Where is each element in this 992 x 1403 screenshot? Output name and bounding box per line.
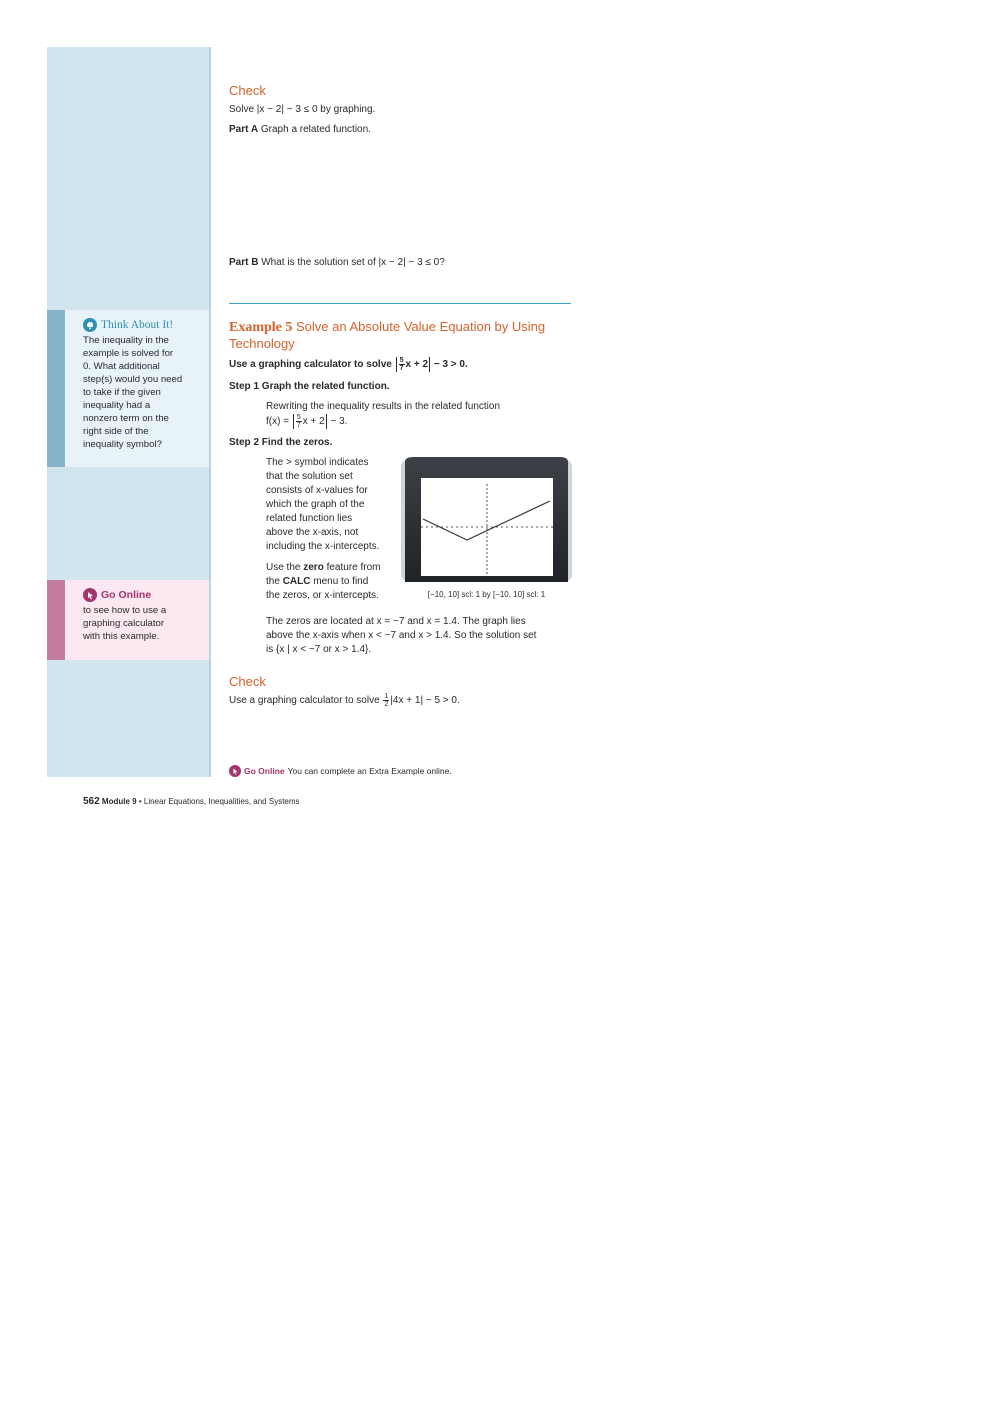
part-b-text: What is the solution set of |x − 2| − 3 ≤ 0? [261, 257, 445, 268]
step1-fx-post: − 3. [330, 416, 348, 428]
think-box-content [83, 318, 201, 451]
step2-title: Find the zeros. [261, 437, 333, 448]
example-title-line1: Solve an Absolute Value Equation by Using [296, 319, 546, 334]
think-box-accent-bar [47, 310, 65, 467]
step2-line: The > symbol indicates [266, 457, 369, 468]
module-label: Module 9 [101, 797, 137, 806]
think-box-line: to take if the given [83, 387, 161, 398]
check-prompt: Solve |x − 2| − 3 ≤ 0 by graphing. [229, 104, 376, 115]
instruction-mid: x + 2 [405, 359, 429, 371]
example-label: Example 5 [229, 320, 293, 335]
zero-keyword: zero [303, 562, 324, 573]
example-title-line2: Technology [229, 336, 295, 351]
fraction-5-7: $\frac{5}{7}$ [296, 414, 301, 429]
step2-line: above the x-axis, not [266, 527, 359, 538]
online-box-accent-bar [47, 580, 65, 660]
example-heading [229, 319, 574, 352]
go-online-link[interactable]: Go Online [244, 766, 285, 776]
step1-fx-mid: x + 2 [302, 416, 325, 428]
zeros-line: The zeros are located at x = −7 and x = 1.4. The graph lies [266, 616, 526, 627]
check2-prompt: Use a graphing calculator to solve $\frac{1}{2}$ |4x + 1| − 5 > 0. [229, 693, 460, 708]
go-online-text: You can complete an Extra Example online. [287, 766, 452, 776]
zeros-paragraph [266, 615, 576, 657]
sidebar-divider [209, 47, 211, 777]
calc-keyword: CALC [282, 576, 311, 587]
think-box-line: inequality had a [83, 400, 151, 411]
step2-line: which the graph of the [266, 499, 365, 510]
check-heading: Check [229, 83, 266, 98]
graphing-calculator-screen [401, 456, 572, 582]
cursor-click-icon [229, 765, 241, 777]
part-a-text: Graph a related function. [260, 124, 371, 135]
step1-fx: f(x) = [266, 416, 290, 428]
think-box-line: example is solved for [83, 348, 174, 359]
go-online-extra-example[interactable] [229, 764, 574, 778]
think-box-line: inequality symbol? [83, 439, 162, 450]
step2-label: Step 2 [229, 437, 260, 448]
think-box-line: The inequality in the [83, 335, 169, 346]
page-number: 562 [83, 796, 100, 807]
online-box-line: with this example. [83, 631, 160, 642]
cursor-click-icon [83, 588, 97, 602]
go-online-sidebar-box[interactable] [47, 580, 209, 660]
step1-label: Step 1 [229, 381, 260, 392]
online-box-line: graphing calculator [83, 618, 165, 629]
step1-function [266, 414, 566, 429]
fraction-1-2: $\frac{1}{2}$ [384, 693, 389, 708]
section-divider [229, 303, 571, 304]
footer-bullet: • [138, 797, 142, 806]
online-box-title-text[interactable]: Go Online [101, 588, 152, 601]
think-box-line: step(s) would you need [83, 374, 183, 385]
instruction-pre: Use a graphing calculator to solve [229, 359, 392, 371]
think-box-title-text: Think About It! [101, 318, 174, 331]
online-box-content [83, 588, 201, 643]
step1-title: Graph the related function. [261, 381, 390, 392]
instruction-post: − 3 > 0. [433, 359, 468, 371]
example-instruction [229, 357, 574, 372]
part-a [229, 123, 574, 137]
step2-paragraph1 [266, 456, 396, 554]
think-about-it-box [47, 310, 209, 467]
think-box-line: right side of the [83, 426, 149, 437]
online-box-title[interactable] [83, 588, 201, 602]
step2-line: that the solution set [266, 471, 353, 482]
part-a-label: Part A [229, 124, 259, 135]
step2-line: consists of x-values for [266, 485, 368, 496]
step2-heading [229, 436, 574, 450]
lightbulb-head-icon [83, 318, 97, 332]
zeros-line: above the x-axis when x < −7 and x > 1.4. So the solution set [266, 630, 537, 641]
think-box-title [83, 318, 201, 332]
step2-paragraph2: Use the zero feature from the CALC menu to find the zeros, or x-intercepts. [266, 562, 381, 601]
part-b [229, 256, 574, 270]
check2-heading: Check [229, 674, 266, 689]
step2-line: related function lies [266, 513, 353, 524]
fraction-5-7: $\frac{5}{7}$ [399, 357, 404, 372]
step1-text: Rewriting the inequality results in the related function [266, 401, 501, 412]
page-footer [83, 796, 300, 807]
step2-line: including the x-intercepts. [266, 541, 380, 552]
window-settings-caption: [−10, 10] scl: 1 by [−10, 10] scl: 1 [427, 590, 546, 599]
module-title: Linear Equations, Inequalities, and Systems [143, 797, 300, 806]
part-b-label: Part B [229, 257, 259, 268]
think-box-line: nonzero term on the [83, 413, 169, 424]
zeros-line: is {x | x < −7 or x > 1.4}. [266, 644, 372, 655]
online-box-line: to see how to use a [83, 605, 167, 616]
think-box-line: 0. What additional [83, 361, 160, 372]
step1-heading [229, 380, 574, 394]
